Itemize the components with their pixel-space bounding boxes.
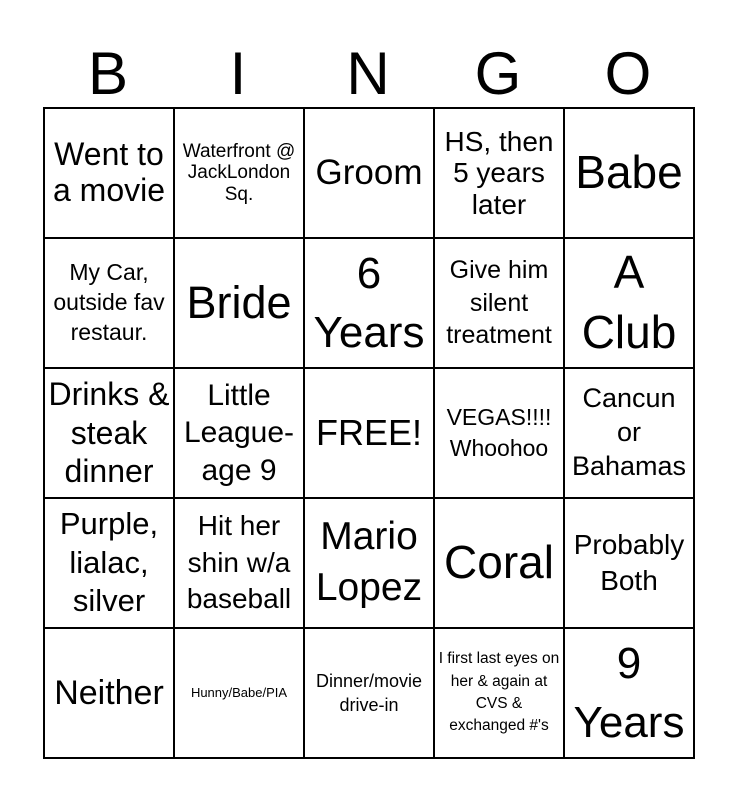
bingo-cell[interactable]: Groom [304,108,434,238]
bingo-cell[interactable]: Little League-age 9 [174,368,304,498]
bingo-cell[interactable]: Mario Lopez [304,498,434,628]
bingo-cell[interactable]: Cancun or Bahamas [564,368,694,498]
bingo-cell[interactable]: I first last eyes on her & again at CVS & exchanged #'s [434,628,564,758]
bingo-board [43,107,695,759]
bingo-cell[interactable]: Hit her shin w/a baseball [174,498,304,628]
bingo-cell[interactable]: Babe [564,108,694,238]
bingo-cell[interactable]: Coral [434,498,564,628]
board-row-4 [44,498,694,628]
bingo-cell[interactable]: My Car, outside fav restaur. [44,238,174,368]
bingo-cell[interactable]: Bride [174,238,304,368]
bingo-cell[interactable]: Neither [44,628,174,758]
bingo-header [43,40,693,108]
header-letter-b: B [87,40,129,107]
bingo-cell[interactable]: VEGAS!!!! Whoohoo [434,368,564,498]
bingo-cell[interactable]: 9 Years [564,628,694,758]
bingo-cell[interactable]: A Club [564,238,694,368]
header-letter-i: I [229,40,247,107]
bingo-cell[interactable]: FREE! [304,368,434,498]
bingo-cell[interactable]: HS, then 5 years later [434,108,564,238]
header-letter-o: O [604,40,652,107]
bingo-cell[interactable]: Give him silent treatment [434,238,564,368]
board-row-1 [44,108,694,238]
bingo-cell[interactable]: Hunny/Babe/PIA [174,628,304,758]
board-row-5 [44,628,694,758]
header-letter-n: N [346,40,390,107]
bingo-cell[interactable]: Purple, lialac, silver [44,498,174,628]
bingo-cell[interactable]: Drinks & steak dinner [44,368,174,498]
board-row-2 [44,238,694,368]
bingo-cell[interactable]: Dinner/movie drive-in [304,628,434,758]
bingo-cell[interactable]: Waterfront @ JackLondon Sq. [174,108,304,238]
bingo-cell[interactable]: Probably Both [564,498,694,628]
bingo-cell[interactable]: Went to a movie [44,108,174,238]
bingo-cell[interactable]: 6 Years [304,238,434,368]
board-row-3 [44,368,694,498]
header-letter-g: G [474,40,522,107]
